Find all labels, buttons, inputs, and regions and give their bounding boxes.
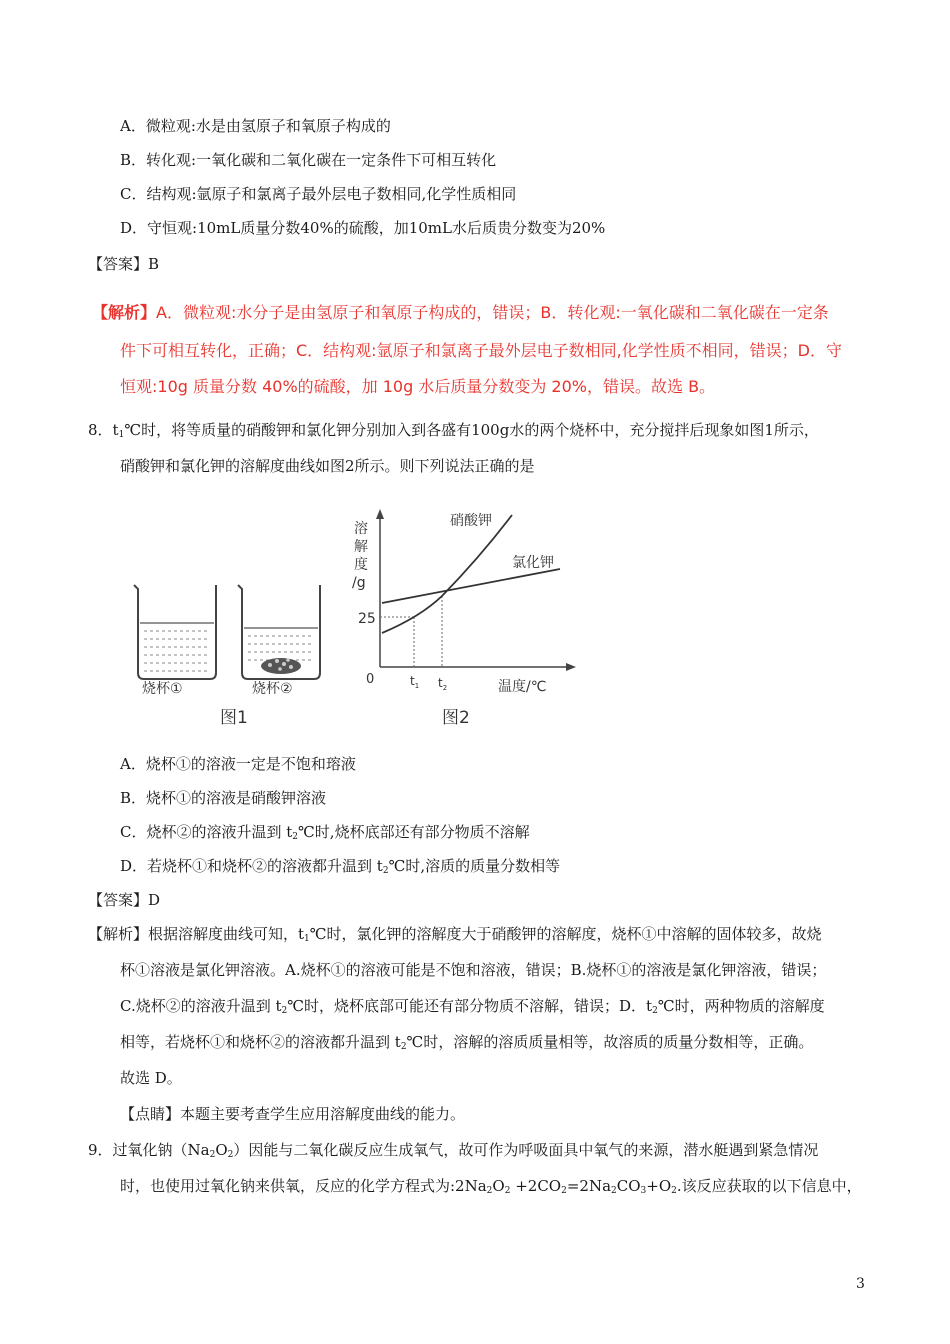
t2-label: $t_2$ — [438, 676, 448, 692]
q8-analysis-line-5: 故选 D。 — [120, 1069, 182, 1087]
q8-answer: 【答案】D — [88, 891, 161, 909]
page-number: 3 — [856, 1276, 865, 1292]
y-tick-25: 25 — [358, 611, 376, 627]
q7-option-d: D．守恒观:10mL质量分数40%的硫酸，加10mL水后质贵分数变为20% — [120, 219, 606, 237]
q7-option-b: B．转化观:一氧化碳和二氧化碳在一定条件下可相互转化 — [120, 151, 497, 169]
curve-kno3 — [382, 515, 512, 633]
curve-kno3-label: 硝酸钾 — [450, 513, 492, 529]
y-label-1: 溶 — [354, 521, 368, 537]
q8-option-c: C．烧杯②的溶液升温到 $t_2℃$时,烧杯底部还有部分物质不溶解 — [120, 823, 530, 842]
solubility-chart — [352, 509, 576, 695]
q8-note: 【点睛】本题主要考查学生应用溶解度曲线的能力。 — [120, 1105, 466, 1123]
y-label-2: 解 — [354, 539, 368, 555]
q8-analysis-line-4: 相等，若烧杯①和烧杯②的溶液都升温到 $t_2℃$时，溶解的溶质质量相等，故溶质的质量分数相等，正确。 — [120, 1033, 814, 1052]
y-label-3: 度 — [354, 557, 368, 573]
t1-label: $t_1$ — [410, 674, 420, 690]
q8-option-b: B．烧杯①的溶液是硝酸钾溶液 — [120, 789, 327, 807]
beaker-2-label: 烧杯② — [252, 681, 293, 697]
q7-answer: 【答案】B — [88, 255, 160, 273]
x-label: 温度/℃ — [498, 679, 547, 695]
q8-figure — [120, 495, 600, 735]
q8-option-d: D．若烧杯①和烧杯②的溶液都升温到 $t_2℃$时,溶质的质量分数相等 — [120, 857, 561, 876]
curve-kcl-label: 氯化钾 — [512, 555, 554, 571]
q7-analysis-line-3: 恒观:10g 质量分数 40%的硫酸，加 10g 水后质量分数变为 20%，错误。故选 B。 — [120, 377, 716, 396]
q7-analysis-label: 【解析】 — [92, 303, 157, 322]
x-axis-arrow — [566, 663, 576, 671]
q7-option-c: C．结构观:氩原子和氯离子最外层电子数相同,化学性质相同 — [120, 185, 517, 203]
y-label-4: /g — [352, 575, 366, 591]
fig2-caption: 图2 — [442, 708, 470, 728]
origin-label: 0 — [366, 672, 375, 687]
q8-analysis-line-2: 杯①溶液是氯化钾溶液。A.烧杯①的溶液可能是不饱和溶液，错误；B.烧杯①的溶液是氯化钾溶液，错误； — [120, 961, 827, 979]
q8-stem-line-2: 硝酸钾和氯化钾的溶解度曲线如图2所示。则下列说法正确的是 — [120, 457, 535, 475]
q8-option-a: A．烧杯①的溶液一定是不饱和瑢液 — [120, 755, 356, 773]
beaker-2 — [238, 585, 320, 679]
beaker-1 — [134, 585, 216, 679]
curve-kcl — [382, 569, 560, 603]
q7-analysis-line-1: 【解析】A．微粒观:水分子是由氢原子和氧原子构成的，错误；B．转化观:一氧化碳和二氧化碳在一定条 — [92, 303, 829, 322]
q7-option-a: A．微粒观:水是由氢原子和氧原子构成的 — [120, 117, 391, 135]
q9-line-1: 9．过氧化钠$(Na_2O_2)$因能与二氧化碳反应生成氧气，故可作为呼吸面具中氧气的来源，潜水艇遇到紧急情况 — [88, 1141, 819, 1160]
q8-analysis-line-3: C.烧杯②的溶液升温到 $t_2℃$时，烧杯底部可能还有部分物质不溶解，错误；D．$t_2℃$时，两种物质的溶解度 — [120, 997, 825, 1016]
undissolved-solid — [261, 658, 301, 674]
q8-analysis-line-1: 【解析】根据溶解度曲线可知，$t_1℃$时，氯化钾的溶解度大于硝酸钾的溶解度，烧杯①中溶解的固体较多，故烧 — [88, 925, 822, 944]
fig1-caption: 图1 — [220, 708, 248, 728]
q9-line-2: 时，也使用过氧化钠来供氧，反应的化学方程式为$:2Na_2O_2 +2CO_2=2Na_2CO_3+O_2$.该反应获取的以下信息中， — [120, 1177, 862, 1196]
q8-stem-line-1: 8．$t_1℃$时，将等质量的硝酸钾和氯化钾分别加入到各盛有100g水的两个烧杯中，充分搅拌后现象如图1所示， — [88, 421, 819, 440]
beaker-1-label: 烧杯① — [142, 681, 183, 697]
q7-analysis-line-2: 件下可相互转化，正确；C．结构观:氩原子和氯离子最外层电子数相同,化学性质不相同，错误；D．守 — [120, 341, 842, 360]
y-axis-arrow — [376, 509, 384, 519]
